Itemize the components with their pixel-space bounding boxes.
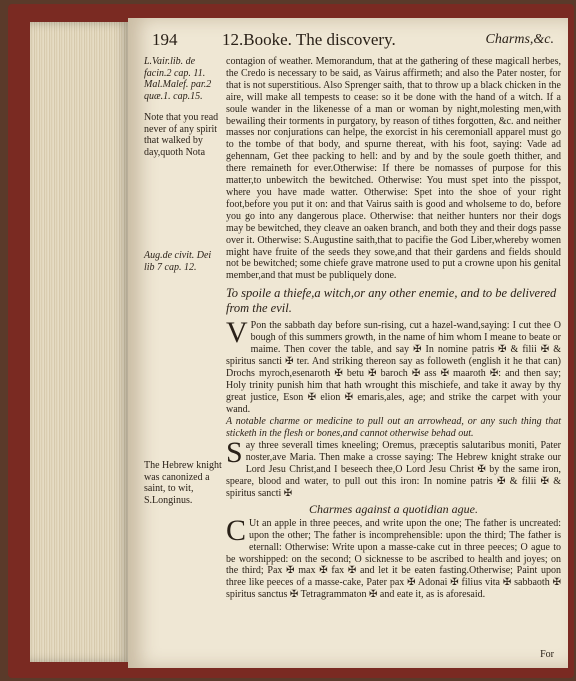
paragraph-text: Ut an apple in three peeces, and write upon the one; The father is uncreated: upon the other; The father is incomprehensible: upon the third; The father is eternall: Otherwise: Write upon a masse-cake cut in three peeces; O ague to be worshipped: on the second; O sicknesse to be ascribed to health and joyes; on the third; Pax ✠ max ✠ fax ✠ and let it be eaten fasting.Otherwise; Paint upon three like peeces of a masse-cake, Pater pax ✠ Adonai ✠ filius vita ✠ sabbaoth ✠ spiritus sanctus ✠ Tetragrammaton ✠ and eate it, as is aforesaid. [226,517,561,601]
drop-cap: S [226,436,243,470]
margin-note: The Hebrew knight was canonized a saint, to wit, S.Longinus. [144,460,222,506]
paragraph [226,436,561,500]
paragraph [226,513,561,601]
page-edges [30,22,130,662]
paragraph: contagion of weather. Memorandum, that at the gathering of these magicall herbes, the Credo is necessary to be said, as Vairus affirmeth; and also the Pater noster, for that is not superstitious. Also Sprenger saith, that to throw up a black chicken in the aire, will make all tempests to cease: so it be done with the hand of a witch. If a soule wander in the likenesse of a man or woman by night,molesting men,with bewailing their torments in purgatory, by reason of tithes forgotten, &c. and neither masses nor conjurations can helpe, the exorcist in his ceremoniall apparel must go to the tombe of that body, and spurne thereat, with his foot, saying: Vade ad gehennam, Get thee packing to hell: and by and by the soule goeth thither, and there remaineth for ever.Otherwise: If there be nomasses of purpose for this matter,to unbewitch the bewitched. Otherwise: You must spet into the pisspot, where you have made watter. Otherwise: Spet into the shoe of your right foot,before you put it on: and that Vairus saith is good and wholseme to do, before you go into any dangerous place. Otherwise: that neither hunters nor their dogs may be bewitched, they cleave an oaken branch, and both they and their dogs passe over it. Otherwise: S.Augustine saith,that to pacifie the God Liber,whereby women might have fruite of the seeds they sowe,and that their gardens and fields should not be bewitched; some chiefe grave matrone used to put a crowne upon his genital member,and that must be publiquely done. [226,56,561,282]
page-number: 194 [152,30,178,49]
book-page [128,18,568,668]
margin-note: L.Vair.lib. de facin.2 cap. 11. Mal.Malef. par.2 quæ.1. cap.15. [144,56,212,102]
page-body [226,56,561,601]
catchword: For [540,649,554,660]
running-title: 12.Booke. The discovery. [222,30,396,49]
paragraph [226,316,561,415]
section-heading: Charmes against a quotidian ague. [308,501,478,516]
page-header [152,30,554,52]
section-heading: To spoile a thiefe,a witch,or any other enemie, and to be delivered from the evil. [226,286,557,316]
paragraph-text: Pon the sabbath day before sun-rising, cut a hazel-wand,saying: I cut thee O bough of this summers growth, in the name of him whom I meane to beate or maime. Then cover the table, and say ✠ In nomine patris ✠ & filii ✠ & spiritus sancti ✠ ter. And striking thereon say as followeth (english it he that can) Drochs myroch,esenaroth ✠ betu ✠ baroch ✠ ass ✠ maaroth ✠: and then say; Holy trinity punish him that hath wrought this mischiefe, and take it away by thy great justice, Eson ✠ elion ✠ emaris,ales, age; and strike the carpet with your wand. [226,320,561,415]
italic-heading: A notable charme or medicine to pull out an arrowhead, or any such thing that sticketh in the flesh or bones,and cannot otherwise behad out. [226,416,561,440]
paragraph-text: ay three severall times kneeling; Oremus, præceptis salutaribus moniti, Pater noster,ave Maria. Then make a crosse saying: The Hebrew knight strake our Lord Jesu Christ,and I beseech thee,O Lord Jesu Christ ✠ by the same iron, speare, blood and water, to pull out this iron: In nomine patris ✠ & filii ✠ & spiritus sancti ✠ [226,440,561,499]
section-title: Charms,&c. [485,32,554,47]
margin-note: Note that you read never of any spirit that walked by day,quoth Nota [144,112,219,158]
drop-cap: V [226,316,248,350]
drop-cap: C [226,513,247,547]
margin-note: Aug.de civit. Dei lib 7 cap. 12. [144,250,212,273]
